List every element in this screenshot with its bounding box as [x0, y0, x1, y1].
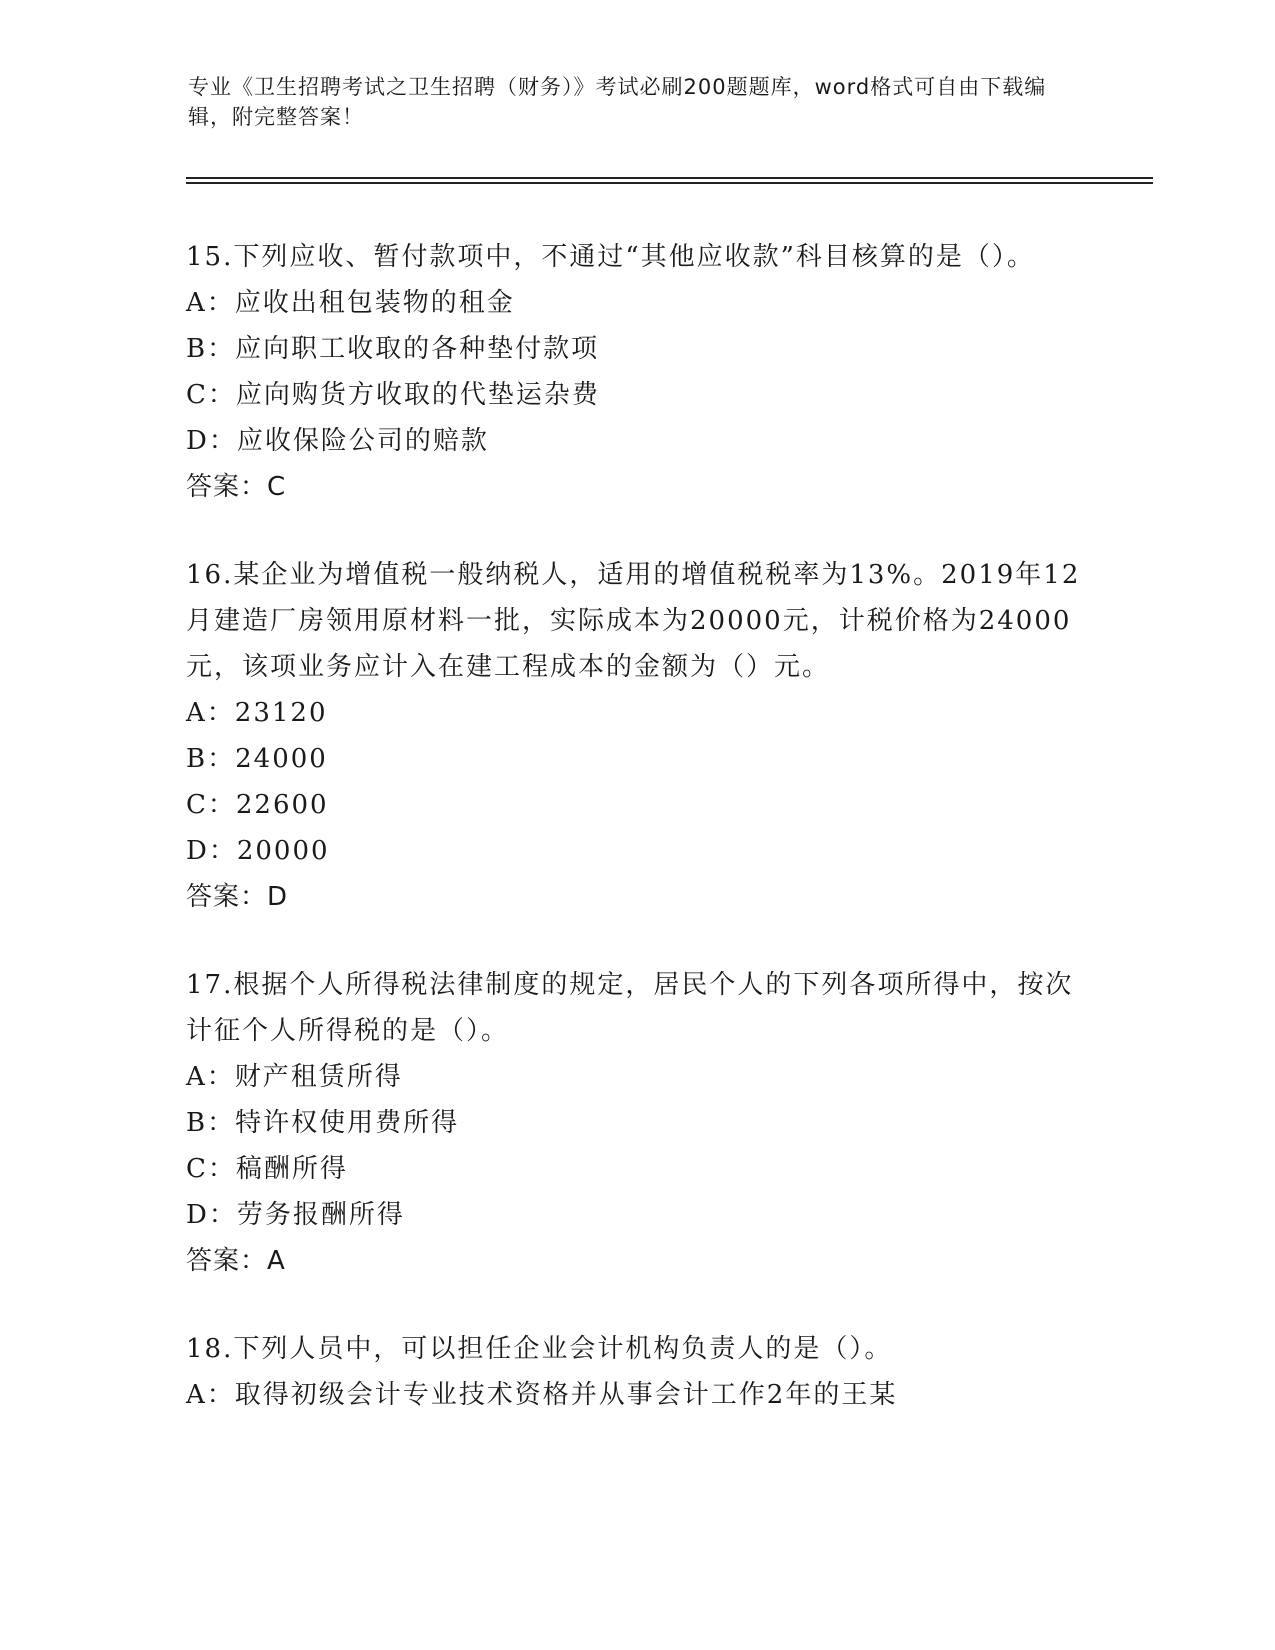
option-d: D：20000 — [186, 836, 330, 866]
question-16 — [186, 552, 1086, 920]
answer-label: 答案：D — [186, 882, 289, 912]
option-a: A：应收出租包装物的租金 — [186, 288, 515, 318]
option-b: B：24000 — [186, 744, 328, 774]
option-d: D：劳务报酬所得 — [186, 1200, 405, 1230]
option-a: A：取得初级会计专业技术资格并从事会计工作2年的王某 — [186, 1380, 898, 1410]
question-stem: 15.下列应收、暂付款项中，不通过“其他应收款”科目核算的是（）。 — [186, 242, 1035, 272]
option-c: C：22600 — [186, 790, 329, 820]
option-c: C：应向购货方收取的代垫运杂费 — [186, 380, 600, 410]
option-a: A：23120 — [186, 698, 328, 728]
header-divider-top — [186, 177, 1153, 179]
question-stem: 16.某企业为增值税一般纳税人，适用的增值税税率为13%。2019年12月建造厂房领用原材料一批，实际成本为20000元，计税价格为24000元，该项业务应计入在建工程成本的金额为（）元。 — [186, 560, 1081, 682]
option-b: B：特许权使用费所得 — [186, 1108, 460, 1138]
option-b: B：应向职工收取的各种垫付款项 — [186, 334, 600, 364]
question-18 — [186, 1326, 1086, 1418]
document-header — [188, 72, 1068, 132]
answer-label: 答案：C — [186, 472, 287, 502]
question-stem: 18.下列人员中，可以担任企业会计机构负责人的是（）。 — [186, 1334, 893, 1364]
question-17 — [186, 962, 1086, 1284]
header-text: 专业《卫生招聘考试之卫生招聘（财务）》考试必刷200题题库，word格式可自由下载编辑，附完整答案！ — [188, 75, 1047, 129]
question-list — [186, 234, 1086, 1418]
question-stem: 17.根据个人所得税法律制度的规定，居民个人的下列各项所得中，按次计征个人所得税的是（）。 — [186, 970, 1074, 1046]
header-divider-bottom — [186, 182, 1153, 184]
option-c: C：稿酬所得 — [186, 1154, 348, 1184]
question-15 — [186, 234, 1086, 510]
option-d: D：应收保险公司的赔款 — [186, 426, 489, 456]
option-a: A：财产租赁所得 — [186, 1062, 403, 1092]
answer-label: 答案：A — [186, 1246, 286, 1276]
